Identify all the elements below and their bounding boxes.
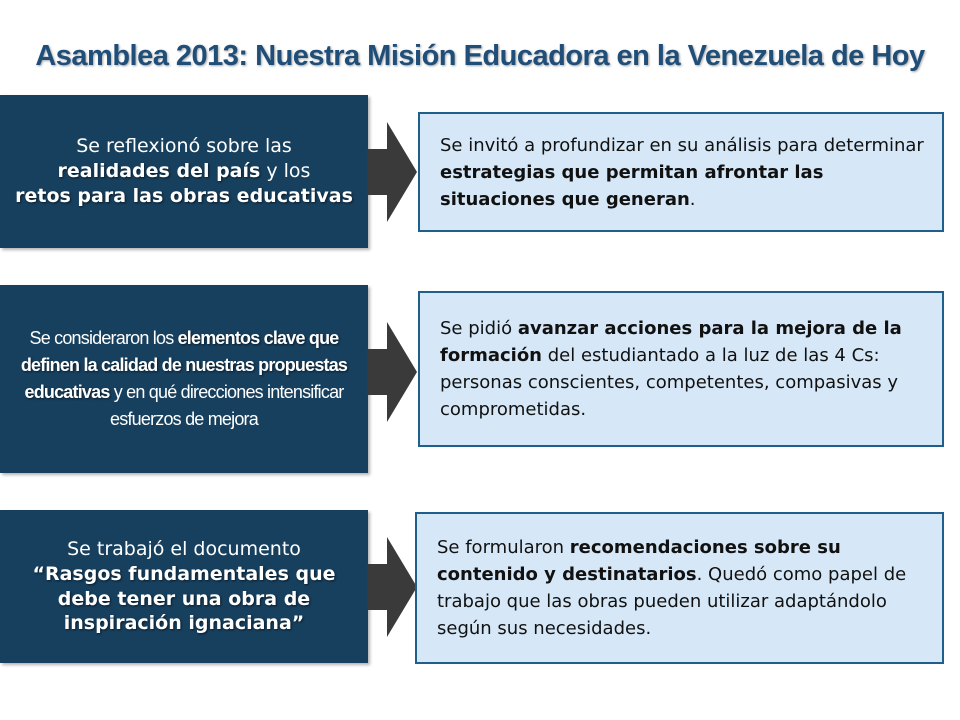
right-box-3-text — [417, 534, 942, 642]
left-box-1 — [0, 95, 368, 248]
right-2-plain-2: del estudiantado a la luz de las 4 Cs: personas conscientes, competentes, compasivas y comprometidas. — [440, 345, 899, 420]
left-3-plain-1: Se trabajó el documento — [67, 538, 301, 561]
left-2-plain-2: y en qué direcciones intensificar esfuerzos de mejora — [109, 382, 344, 429]
right-3-bold-1: recomendaciones sobre su contenido y destinatarios — [437, 537, 841, 585]
left-box-3-text — [0, 537, 368, 636]
left-3-bold-1: “Rasgos fundamentales que debe tener una obra de inspiración ignaciana” — [32, 562, 336, 635]
left-1-bold-2: retos para las obras educativas — [15, 184, 353, 207]
arrow-right-icon-1 — [367, 122, 417, 222]
right-1-bold-1: estrategias que permitan afrontar las situaciones que generan — [440, 161, 824, 210]
left-1-plain-2: y los — [260, 160, 311, 183]
left-1-bold-1: realidades del país — [57, 160, 261, 183]
right-box-1-text — [420, 132, 942, 213]
slide-title: Asamblea 2013: Nuestra Misión Educadora en la Venezuela de Hoy — [35, 40, 925, 72]
right-2-bold-1: avanzar acciones para la mejora de la formación — [440, 318, 902, 366]
right-box-1 — [418, 112, 944, 232]
arrow-right-icon-2 — [367, 322, 417, 422]
left-box-2 — [0, 285, 368, 473]
right-2-plain-1: Se pidió — [440, 318, 518, 339]
right-3-plain-2: . Quedó como papel de trabajo que las obras pueden utilizar adaptándolo según sus necesidades. — [437, 564, 907, 639]
left-box-2-text — [0, 325, 368, 433]
arrow-right-icon-3 — [367, 537, 417, 637]
left-box-3 — [0, 510, 368, 663]
left-2-bold-1: elementos clave que definen la calidad de nuestras propuestas educativas — [20, 328, 348, 402]
left-box-1-text — [7, 134, 361, 208]
right-3-plain-1: Se formularon — [437, 537, 570, 558]
right-box-2-text — [420, 315, 942, 423]
right-box-2 — [418, 291, 944, 447]
right-box-3 — [415, 512, 944, 664]
right-1-plain-1: Se invitó a profundizar en su análisis para determinar — [440, 134, 924, 156]
right-1-plain-2: . — [689, 188, 696, 210]
left-2-plain-1: Se consideraron los — [29, 328, 178, 348]
left-1-plain-1: Se reflexionó sobre las — [76, 135, 292, 158]
